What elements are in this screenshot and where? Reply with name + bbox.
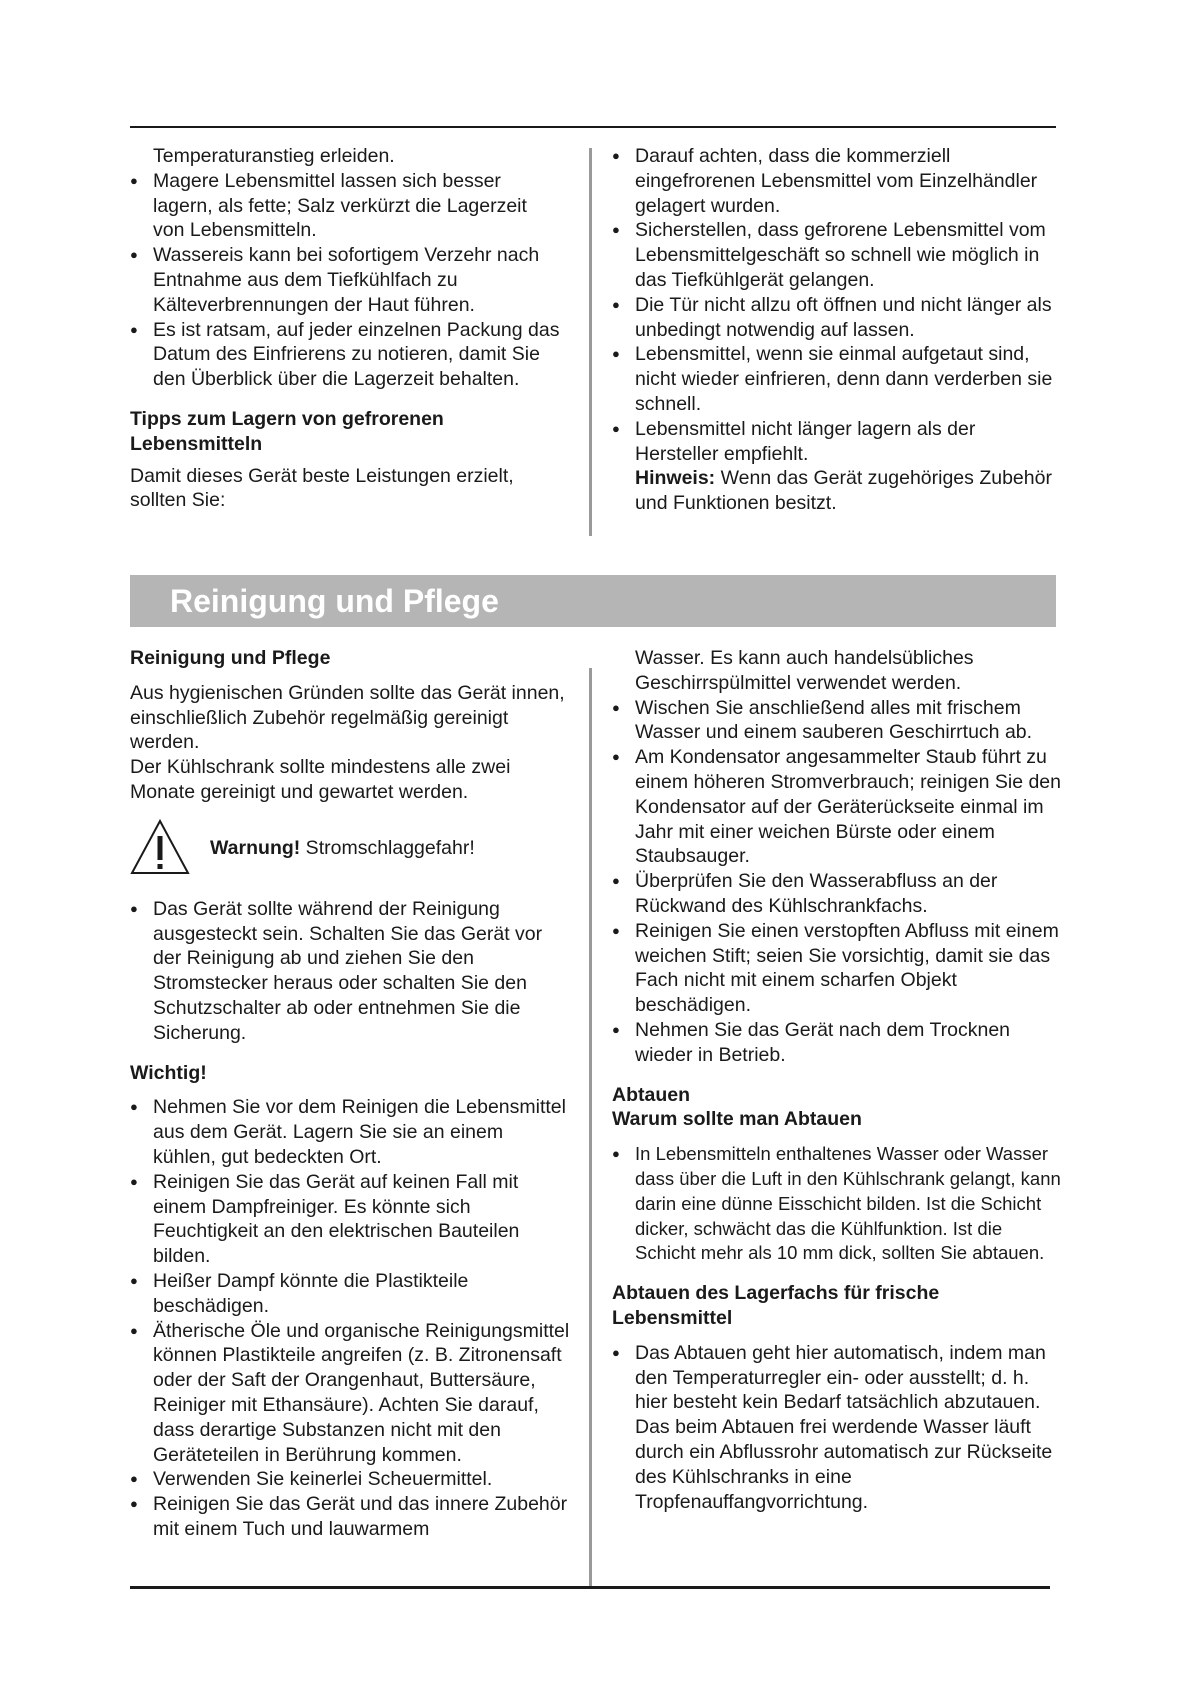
note	[612, 466, 1062, 516]
important-bullets	[130, 1095, 570, 1541]
warning-notice	[130, 819, 570, 877]
fresh-compartment-heading: Abtauen des Lagerfachs für frische Lebensmittel	[612, 1282, 940, 1329]
cleaning-bullets	[612, 696, 1064, 1068]
list-item: ● Nehmen Sie vor dem Reinigen die Lebensmittel aus dem Gerät. Lagern Sie sie an einem kühlen, gut bedeckten Ort.	[130, 1095, 570, 1169]
column-divider	[589, 668, 592, 1588]
list-item: ● In Lebensmitteln enthaltenes Wasser oder Wasser dass über die Luft in den Kühlschrank gelangt, kann darin eine dünne Eisschicht bilden. Ist die Schicht dicker, schwächt das die Kühlfunktion. Ist die Schicht mehr als 10 mm dick, sollten Sie abtauen.	[612, 1142, 1064, 1266]
bottom-right-column	[612, 646, 1064, 1514]
list-item: ● Wassereis kann bei sofortigem Verzehr nach Entnahme aus dem Tiefkühlfach zu Kälteverbrennungen der Haut führen.	[130, 243, 560, 317]
storage-bullets	[130, 169, 560, 392]
list-item: ● Darauf achten, dass die kommerziell eingefrorenen Lebensmittel vom Einzelhändler gelagert wurden.	[612, 144, 1062, 218]
warning-label: Warnung!	[210, 836, 301, 859]
important-heading: Wichtig!	[130, 1061, 207, 1084]
note-text: Wenn das Gerät zugehöriges Zubehör und Funktionen besitzt.	[635, 467, 1052, 515]
warning-triangle-icon	[130, 819, 190, 875]
tips-bullets	[612, 144, 1062, 466]
list-item: ● Heißer Dampf könnte die Plastikteile beschädigen.	[130, 1269, 570, 1319]
list-item: ● Wischen Sie anschließend alles mit frischem Wasser und einem sauberen Geschirrtuch ab.	[612, 696, 1064, 746]
tips-intro: Damit dieses Gerät beste Leistungen erzielt, sollten Sie:	[130, 464, 514, 512]
defrost-subheading: Warum sollte man Abtauen	[612, 1108, 862, 1131]
list-item: ● Reinigen Sie das Gerät und das innere Zubehör mit einem Tuch und lauwarmem	[130, 1492, 570, 1542]
warning-text: Stromschlaggefahr!	[300, 836, 475, 859]
list-item: ● Nehmen Sie das Gerät nach dem Trocknen wieder in Betrieb.	[612, 1018, 1064, 1068]
bottom-rule	[130, 1586, 1050, 1589]
list-item: ● Die Tür nicht allzu oft öffnen und nicht länger als unbedingt notwendig auf lassen.	[612, 293, 1062, 343]
list-item: ● Das Abtauen geht hier automatisch, indem man den Temperaturregler ein- oder ausstellt; d. h. hier besteht kein Bedarf tatsächlich abzutauen. Das beim Abtauen frei werdende Wasser läuft durch ein Abflussrohr automatisch zur Rückseite des Kühlschranks in eine Tropfenauffangvorrichtung.	[612, 1341, 1064, 1515]
list-item: ● Es ist ratsam, auf jeder einzelnen Packung das Datum des Einfrierens zu notieren, damit Sie den Überblick über die Lagerzeit behalten.	[130, 318, 560, 392]
list-item: ● Reinigen Sie einen verstopften Abfluss mit einem weichen Stift; seien Sie vorsichtig, damit sie das Fach nicht mit einem scharfen Objekt beschädigen.	[612, 919, 1064, 1018]
note-label: Hinweis:	[635, 467, 716, 490]
list-item: ● Verwenden Sie keinerlei Scheuermittel.	[130, 1467, 570, 1492]
list-item: ● Überprüfen Sie den Wasserabfluss an der Rückwand des Kühlschrankfachs.	[612, 869, 1064, 919]
list-item: ● Lebensmittel nicht länger lagern als der Hersteller empfiehlt.	[612, 417, 1062, 467]
top-rule	[130, 126, 1056, 128]
list-item: ● Am Kondensator angesammelter Staub führt zu einem höheren Stromverbrauch; reinigen Sie den Kondensator auf der Geräterückseite einmal im Jahr mit einer weichen Bürste oder einem Staubsauger.	[612, 745, 1064, 869]
list-item: ● Ätherische Öle und organische Reinigungsmittel können Plastikteile angreifen (z. B. Zitronensaft oder der Saft der Orangenhaut, Buttersäure, Reiniger mit Ethansäure). Achten Sie darauf, dass derartige Substanzen nicht mit den Geräteteilen in Berührung kommen.	[130, 1319, 570, 1468]
continued-text: Wasser. Es kann auch handelsübliches Geschirrspülmittel verwendet werden.	[635, 647, 974, 694]
column-divider	[589, 148, 592, 536]
list-item: ● Magere Lebensmittel lassen sich besser lagern, als fette; Salz verkürzt die Lagerzeit von Lebensmitteln.	[130, 169, 560, 243]
bottom-left-column	[130, 646, 570, 1542]
continued-text: Temperaturanstieg erleiden.	[153, 145, 395, 167]
section-banner	[130, 575, 1056, 627]
defrost-heading: Abtauen	[612, 1083, 690, 1106]
intro-paragraph: Der Kühlschrank sollte mindestens alle zwei Monate gereinigt und gewartet werden.	[130, 756, 511, 803]
list-item: ● Reinigen Sie das Gerät auf keinen Fall mit einem Dampfreiniger. Es könnte sich Feuchtigkeit an den elektrischen Bauteilen bilden.	[130, 1170, 570, 1269]
section-title: Reinigung und Pflege	[170, 583, 499, 619]
defrost-bullets	[612, 1142, 1064, 1266]
list-item: ● Lebensmittel, wenn sie einmal aufgetaut sind, nicht wieder einfrieren, denn dann verderben sie schnell.	[612, 342, 1062, 416]
top-right-column	[612, 144, 1062, 516]
cleaning-heading: Reinigung und Pflege	[130, 647, 331, 669]
list-item: ● Sicherstellen, dass gefrorene Lebensmittel vom Lebensmittelgeschäft so schnell wie möglich in das Tiefkühlgerät gelangen.	[612, 218, 1062, 292]
fresh-compartment-bullets	[612, 1341, 1064, 1515]
intro-paragraph: Aus hygienischen Gründen sollte das Gerät innen, einschließlich Zubehör regelmäßig gereinigt werden.	[130, 681, 565, 754]
top-left-column	[130, 144, 560, 513]
warning-bullets	[130, 897, 570, 1046]
tips-heading: Tipps zum Lagern von gefrorenen Lebensmitteln	[130, 407, 444, 455]
list-item: ● Das Gerät sollte während der Reinigung ausgesteckt sein. Schalten Sie das Gerät vor der Reinigung ab und ziehen Sie den Stromstecker heraus oder schalten Sie den Schutzschalter ab oder entnehmen Sie die Sicherung.	[130, 897, 570, 1046]
